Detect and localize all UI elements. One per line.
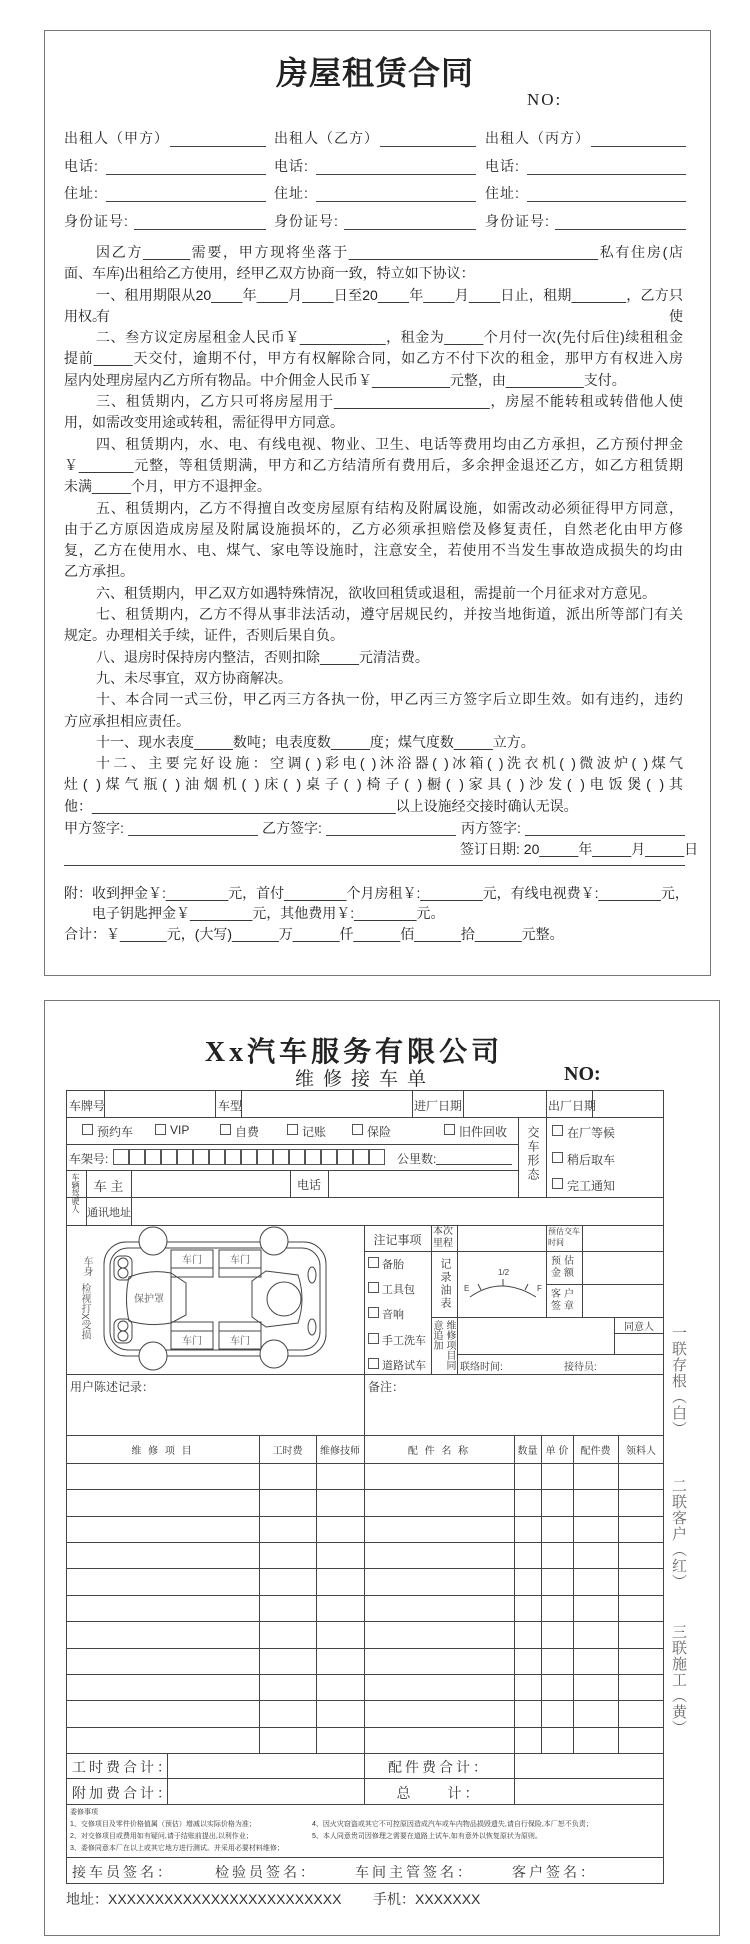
option-checkbox[interactable] [155,1124,166,1135]
landlord-b-label: 出租人（乙方） [274,130,379,146]
vin-char-box[interactable] [305,1149,321,1165]
clause-line: 四、租赁期内，水、电、有线电视、物业、卫生、电话等费用均由乙方承担，乙方预付押金 [96,435,683,452]
owner-label: 车 主 [93,1179,124,1194]
sign-date: 签订日期: 20_____年_____月_____日 [460,841,699,857]
id-b-field[interactable] [344,229,476,230]
delivery-checkbox[interactable] [552,1178,563,1189]
col-header: 维 修 项 目 [131,1446,194,1457]
grid-line [215,1090,216,1117]
grid-line [316,1435,317,1753]
clause-line: 复，乙方在使用水、电、煤气、家电等设施时，注意安全，若使用不当发生事故造成损失的均由 [64,542,683,559]
grid-line [66,1674,664,1675]
note-item: 工具包 [382,1284,415,1296]
vin-char-box[interactable] [241,1149,257,1165]
term-item: 2、对交修项目或费用如有疑问,请于结账前提出,以利作业； [70,1833,253,1840]
id-a-label: 身份证号: [64,213,129,229]
door-label: 车门 [182,1255,202,1266]
option-label: 记账 [302,1125,327,1139]
option-checkbox[interactable] [444,1124,455,1135]
address-a-field[interactable] [106,201,266,202]
vin-char-box[interactable] [161,1149,177,1165]
notes-header: 注记事项 [373,1233,422,1247]
phone-a-label: 电话: [64,158,99,174]
clause-line: 规定。办理相关手续，证件，否则后果自负。 [64,627,344,644]
grid-line [614,1333,664,1334]
grid-line [66,1117,664,1118]
grid-line [66,1435,664,1436]
note-checkbox[interactable] [368,1282,379,1293]
fuel-half: 1/2 [498,1268,510,1277]
option-label: 预约车 [97,1125,134,1139]
contact-time-label: 联络时间: [460,1362,503,1373]
address-b-field[interactable] [316,201,476,202]
vin-char-box[interactable] [193,1149,209,1165]
option-label: 旧件回收 [459,1125,508,1139]
body-check-label: 车身 [81,1256,92,1276]
est-amount-label: 预估金额 [551,1256,577,1279]
grid-line [66,1700,664,1701]
col-header: 领料人 [626,1446,656,1457]
vin-char-box[interactable] [129,1149,145,1165]
grid-line [546,1284,664,1285]
customer-signature[interactable]: 客户签名： [512,1864,597,1880]
grid-line [514,1753,515,1804]
grid-line [541,1435,542,1753]
wheel-icon [139,1342,167,1370]
landlord-c-label: 出租人（丙方） [485,130,590,146]
id-c-field[interactable] [555,229,686,230]
appendix-line: 电子钥匙押金￥________元，其他费用￥:________元。 [92,905,445,921]
delivery-label: 交车形态 [526,1126,540,1182]
divider [64,865,685,866]
appendix-line: 附：收到押金￥:________元，首付________个月房租￥:________元，有线电视费￥:________元， [64,885,689,901]
grid-line [328,1170,329,1197]
parts-total-label: 配件费合计： [388,1759,490,1775]
note-checkbox[interactable] [368,1307,379,1318]
grid-line [66,1568,664,1569]
vin-char-box[interactable] [369,1149,385,1165]
delivery-option: 在厂等候 [567,1126,616,1140]
landlord-a-field[interactable] [170,146,266,147]
company-address: 地址：XXXXXXXXXXXXXXXXXXXXXXXXX [66,1891,342,1907]
phone-c-label: 电话: [485,158,520,174]
sign-c-label: 丙方签字: [461,820,521,836]
grid-line [66,1778,664,1779]
company-mobile: 手机：XXXXXXX [373,1891,481,1907]
contract-clauses [64,242,683,817]
clause-line: 十一、现水表度_____数吨；电表度数_____度；煤气度数_____立方。 [96,733,535,750]
grid-line [582,1225,583,1317]
sign-b-field[interactable] [326,835,456,836]
mileage-field[interactable] [436,1164,512,1165]
option-checkbox[interactable] [220,1124,231,1135]
clause-line: 九、未尽事宜，双方协商解决。 [96,669,292,686]
clause-line: 未满_____个月，甲方不退押金。 [64,478,271,495]
driver-label: 车辆驾驶人 [71,1173,80,1213]
vin-char-box[interactable] [353,1149,369,1165]
remarks-label: 备注： [368,1380,405,1394]
term-item: 1、交修项目及零件价格值属（预估）增减以实际价格为准； [70,1821,256,1828]
term-item: 5、本人同意贵司因修理之需要在道路上试车,如有意外以恢复原状为原则。 [312,1833,542,1840]
vin-char-box[interactable] [209,1149,225,1165]
car-diagram[interactable] [66,1225,364,1374]
clause-line: 因乙方______需要，甲方现将坐落于________________________________私有住房(店 [96,244,683,260]
clause-line: 三、租赁期内，乙方只可将房屋用于____________________，房屋不能转租或转借他人使 [96,393,683,410]
col-header: 配件费 [580,1446,611,1457]
landlord-c-field[interactable] [591,146,686,147]
customer-statement-label: 用户陈述记录： [70,1380,155,1394]
grid-line [573,1435,574,1753]
landlord-a-label: 出租人（甲方） [64,130,169,146]
grid-line [66,1516,664,1517]
clause-line: 七、租赁期内，乙方不得从事非法活动，遵守居规民约，并按当地街道，派出所等部门有关 [96,606,683,623]
hood-label: 保护罩 [134,1294,164,1305]
fuel-empty: E [464,1284,470,1293]
option-checkbox[interactable] [287,1124,298,1135]
phone-b-label: 电话: [274,158,309,174]
grid-line [66,1621,664,1622]
form-number-label: NO: [564,1063,601,1085]
grid-line [66,1595,664,1596]
grid-line [364,1435,365,1753]
inspector-signature[interactable]: 检验员签名： [215,1864,317,1880]
sign-b-label: 乙方签字: [262,820,322,836]
id-b-label: 身份证号: [274,213,339,229]
agree-person-label: 同意人 [624,1322,654,1333]
address-c-label: 住址: [485,185,520,201]
vin-char-box[interactable] [113,1149,129,1165]
clause-line: ￥_______元整，等租赁期满，甲方和乙方结清所有费用后，多余押金退还乙方，如乙方租赁期 [64,456,683,473]
option-label: 保险 [367,1125,392,1139]
term-item: 4、因火灾窃盗或其它不可控原因造成汽车或车内物品损毁遗失,请自行保险,本厂恕不负责； [312,1821,593,1828]
labor-total-label: 工时费合计： [72,1759,174,1775]
clause-line: 八、退房时保持房内整洁，否则扣除_____元清洁费。 [96,648,429,665]
extra-items-label: 维修项目同意追加 [431,1320,455,1370]
fuel-label: 记录油表 [439,1258,451,1310]
copy-label-white: 一联存根（白） [670,1325,686,1437]
phone-b-field[interactable] [316,174,476,175]
id-a-field[interactable] [134,229,266,230]
phone-a-field[interactable] [106,174,266,175]
vin-char-box[interactable] [273,1149,289,1165]
grid-line [131,1170,132,1197]
clause-line: 提前_____天交付，逾期不付，甲方有权解除合同，如乙方不付下次的租金，那甲方有权进入房 [64,350,683,367]
option-checkbox[interactable] [352,1124,363,1135]
grid-line [66,1144,518,1145]
supervisor-signature[interactable]: 车间主管签名： [355,1864,474,1880]
clause-line: 二、叁方议定房屋租金人民币￥___________，租金为_____个月付一次(先付后住)续租租金 [96,329,683,346]
contact-address-label: 通讯地址 [87,1207,131,1219]
vin-char-box[interactable] [337,1149,353,1165]
phone-label: 电话 [296,1178,321,1192]
vin-char-box[interactable] [225,1149,241,1165]
address-c-field[interactable] [527,201,686,202]
grid-line [66,1374,664,1375]
grid-line [463,1090,464,1117]
wheel-icon [260,1340,288,1368]
this-mileage-label: 本次里程 [433,1226,453,1249]
col-header: 维修技师 [320,1446,360,1457]
fuel-gauge [457,1251,546,1317]
note-item: 备胎 [382,1259,404,1271]
grid-line [364,1225,365,1435]
terms-title: 委修事项 [70,1809,98,1816]
clause-line: 用权。 [64,307,106,324]
grid-line [66,1857,664,1858]
door-label: 车门 [182,1336,202,1347]
grid-line [518,1117,519,1197]
grid-line [514,1435,515,1753]
address-b-label: 住址: [274,185,309,201]
clause-line: 方应承担相应责任。 [64,712,190,729]
option-label: 自费 [235,1125,260,1139]
grid-line [618,1435,619,1753]
grid-line [66,1489,664,1490]
clause-line: 十、本合同一式三份，甲乙丙三方各执一份，甲乙丙三方签字后立即生效。如有违约，违约 [96,691,683,708]
address-a-label: 住址: [64,185,99,201]
vin-char-box[interactable] [289,1149,305,1165]
mileage-label: 公里数: [397,1152,437,1166]
delivery-checkbox[interactable] [552,1125,563,1136]
receptionist-label: 接待员: [564,1362,597,1373]
grid-line [66,1727,664,1728]
clause-line: 五、租赁期内，乙方不得擅自改变房屋原有结构及附属设施，如需改动必须征得甲方同意， [96,499,683,516]
contract-number-label: NO: [527,90,563,109]
extra-total-label: 附加费合计： [72,1785,174,1801]
clause-line: 由于乙方原因造成房屋及附属设施损坏的，乙方必须承担赔偿及修复责任，自然老化由甲方修 [64,520,683,537]
grid-line [259,1435,260,1753]
wheel-icon [260,1227,288,1255]
grid-line [66,1542,664,1543]
vin-char-box[interactable] [145,1149,161,1165]
copy-label-red: 二联客户（红） [670,1478,686,1590]
note-item: 音响 [382,1309,404,1321]
landlord-b-field[interactable] [380,146,476,147]
vin-char-box[interactable] [321,1149,337,1165]
grand-total-label: 总 计： [396,1785,482,1801]
grid-line [546,1090,547,1117]
grid-line [66,1804,664,1805]
vin-char-box[interactable] [177,1149,193,1165]
appendix-total: 合计：￥______元，(大写)______万______仟______佰______拾______元整。 [64,926,564,942]
est-time-label: 预估交车时间 [548,1227,580,1247]
grid-line [412,1090,413,1117]
clause-line: 他：_______________________________________以上设施经交接时确认无误。 [64,797,578,814]
grid-line [66,1197,664,1198]
grid-line [66,1170,518,1171]
clause-line: 屋内处理房屋内乙方所有物品。中介佣金人民币￥__________元整，由__________支付。 [64,371,626,388]
grid-line [66,1648,664,1649]
grid-line [457,1354,664,1355]
clause-line: 用，如需改变用途或转租，需征得甲方同意。 [64,414,344,431]
form-title: 维修接车单 [294,1069,435,1090]
body-check-hint: 检视打X受损 [79,1283,90,1340]
fuel-full: F [537,1284,542,1293]
door-label: 车门 [230,1255,250,1266]
option-label: VIP [170,1123,190,1137]
delivery-option: 稍后取车 [567,1153,616,1167]
col-header: 配 件 名 称 [407,1446,471,1457]
clause-line: 一、租用期限从20____年____月____日至20____年____月____日止，租期_______，乙方只有使 [96,286,683,324]
grid-line [546,1117,547,1197]
delivery-checkbox[interactable] [552,1152,563,1163]
note-checkbox[interactable] [368,1257,379,1268]
grid-line [66,1753,664,1754]
vin-char-box[interactable] [257,1149,273,1165]
col-header: 数量 [517,1446,538,1457]
clause-line: 乙方承担。 [64,563,134,580]
note-checkbox[interactable] [368,1333,379,1344]
plate-label: 车牌号 [69,1099,106,1113]
note-item: 手工洗车 [382,1335,426,1347]
option-checkbox[interactable] [82,1124,93,1135]
clause-line: 十二、主要完好设施：空调( )彩电( )沐浴器( )冰箱( )洗衣机( )微波炉( )煤气 [96,755,683,772]
receiver-signature[interactable]: 接车员签名： [72,1864,174,1880]
door-label: 车门 [230,1336,250,1347]
col-header: 单 价 [545,1446,569,1457]
grid-line [66,1463,664,1464]
grid-line [131,1197,132,1225]
contract-title: 房屋租赁合同 [275,55,474,91]
clause-line: 面、车库)出租给乙方使用，经甲乙双方协商一致，特立如下协议： [64,265,475,282]
vin-label: 车架号: [69,1152,109,1166]
out-date-label: 出厂日期 [548,1099,597,1113]
sign-a-label: 甲方签字: [64,820,124,836]
clause-line: 灶( )煤气瓶( )油烟机( )床( )桌子( )椅子( )橱( )家具( )沙发( )电饭煲( )其 [64,776,683,793]
copy-label-yellow: 三联施工（黄） [670,1624,686,1736]
phone-c-field[interactable] [527,174,686,175]
sign-c-field[interactable] [525,835,685,836]
in-date-label: 进厂日期 [414,1099,463,1113]
id-c-label: 身份证号: [485,213,550,229]
wheel-icon [139,1227,167,1255]
model-label: 车型 [218,1099,243,1113]
note-checkbox[interactable] [368,1358,379,1369]
delivery-option: 完工通知 [567,1179,616,1193]
col-header: 工时费 [272,1446,303,1457]
clause-line: 六、租赁期内，甲乙双方如遇特殊情况，欲收回租赁或退租，需提前一个月征求对方意见。 [96,584,656,601]
customer-seal-label: 客户签章 [551,1289,577,1312]
note-item: 道路试车 [382,1360,426,1372]
grid-line [546,1225,547,1317]
company-name: Xx汽车服务有限公司 [204,1037,504,1068]
term-item: 3、委修同意本厂在以上或其它地方进行测试。并采用必要材料维修； [70,1845,284,1852]
sign-a-field[interactable] [128,835,258,836]
